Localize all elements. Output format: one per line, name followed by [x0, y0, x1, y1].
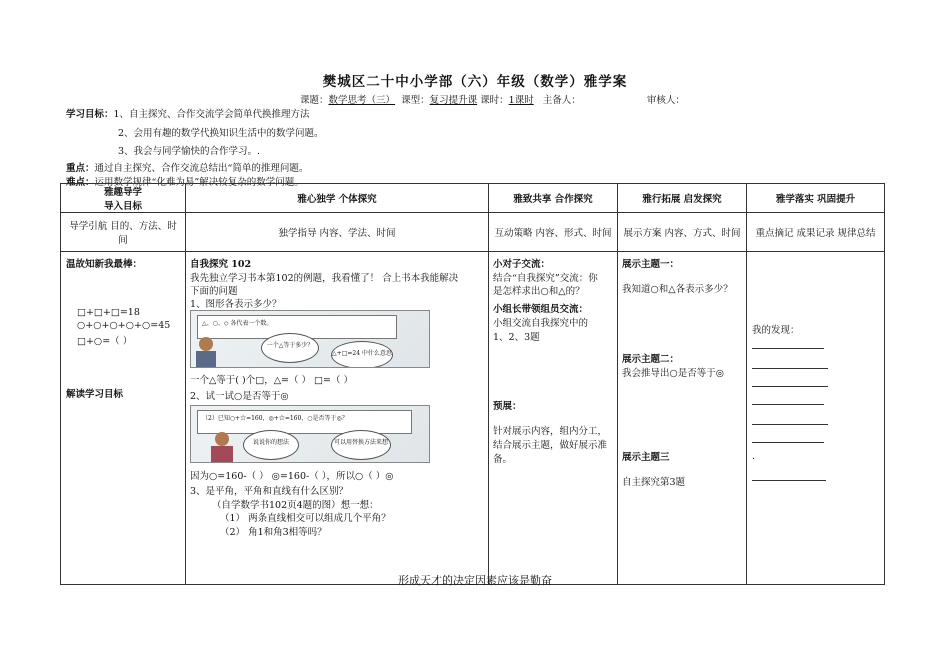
figure-1-prompt: △、○、◇ 各代表一个数。: [197, 315, 397, 339]
group-exchange-label: 小组长带领组员交流：: [493, 304, 589, 315]
question-3: 3、是平角，平角和直线有什么区别？: [190, 486, 349, 497]
textbook-figure-1: [190, 310, 430, 368]
header-col1: 雅趣导学 导入目标: [61, 184, 186, 213]
rehearse-label: 预展：: [493, 401, 522, 412]
topic-value: 数学思考（三）: [328, 95, 396, 106]
header-col3: 雅致共享 合作探究: [489, 184, 618, 213]
answer-line: [752, 348, 824, 349]
rehearse-text-3: 备。: [493, 454, 513, 465]
group-exchange-text-1: 小组交流自我探究中的: [493, 318, 589, 329]
textbook-figure-2: [190, 405, 430, 463]
goal-item-3: 3、我会与同学愉快的合作学习。.: [118, 146, 261, 157]
question-2-answer: 因为○=160-（ ） ◎=160-（ ），所以○（ ）◎: [190, 471, 394, 482]
header-col5: 雅学落实 巩固提升: [747, 184, 885, 213]
body-col2: [186, 252, 489, 585]
question-3-note: （自学数学书102页4题的图）想一想：: [212, 500, 379, 511]
theme-1-text: 我知道○和△各表示多少？: [622, 284, 733, 295]
preparer-label: 主备人：: [542, 95, 581, 106]
equation-1: □+□+□=18: [77, 307, 140, 318]
equation-2: ○+○+○+○+○=45: [77, 320, 171, 331]
answer-line: [752, 424, 828, 425]
discovery-label: 我的发现：: [752, 325, 800, 336]
answer-line: [752, 404, 824, 405]
answer-line: [752, 368, 828, 369]
subheader-col3: 互动策略 内容、形式、时间: [489, 213, 618, 252]
body-col1: [61, 252, 186, 585]
table-body-row: [61, 252, 885, 585]
table-header-row: [61, 184, 885, 213]
figure-1-bubble-2: △+□=24 中什么意思: [331, 341, 393, 368]
footer-motto: 形成天才的决定因素应该是勤奋: [398, 574, 552, 587]
question-1: 1、图形各表示多少？: [190, 299, 282, 310]
goals-line-1: [66, 106, 310, 120]
hours-value: 1课时: [508, 95, 534, 106]
key-point-text: 通过自主探究、合作交流总结出“简单的推理问题。: [94, 163, 309, 174]
theme-3-text: 自主探究第3题: [622, 477, 686, 488]
theme-2-label: 展示主题二：: [622, 354, 680, 365]
lesson-table: [60, 183, 885, 585]
subheader-col2: 独学指导 内容、学法、时间: [186, 213, 489, 252]
intro-line-2: 下面的问题: [190, 286, 238, 297]
read-goals-label: 解读学习目标: [66, 389, 124, 400]
subheader-col1: 导学引航 目的、方法、时间: [61, 213, 186, 252]
difficulty-label: 难点：: [66, 177, 95, 188]
goals-label: 学习目标：: [66, 109, 114, 120]
girl-figure: [211, 446, 233, 462]
hours-label: 课时：: [480, 95, 509, 106]
table-subheader-row: [61, 213, 885, 252]
figure-2-bubble-1: 说说你的想法: [243, 430, 299, 460]
girl-avatar: [215, 432, 229, 446]
pair-exchange-text-1: 结合“自我探究”交流：你: [493, 273, 598, 284]
answer-line: [752, 480, 826, 481]
header-col4: 雅行拓展 启发探究: [618, 184, 747, 213]
subheader-col5: 重点摘记 成果记录 规律总结: [747, 213, 885, 252]
self-explore-heading: 自我探究 102: [190, 259, 252, 270]
page-title: 樊城区二十中小学部（六）年级（数学）雅学案: [322, 74, 628, 90]
figure-2-prompt: （2）已知○+☆=160，◎+☆=160，○是否等于◎？: [197, 410, 412, 434]
type-label: 课型：: [401, 95, 430, 106]
type-value: 复习提升课: [429, 95, 478, 106]
goal-item-1: 1、自主探究、合作交流学会简单代换推理方法: [113, 109, 310, 120]
student-avatar: [199, 337, 213, 351]
pair-exchange-text-2: 是怎样求出○和△的？: [493, 286, 585, 297]
header-col2: 雅心独学 个体探究: [186, 184, 489, 213]
figure-2-bubble-2: 可以用替换方法来想: [331, 430, 391, 460]
rehearse-text-2: 结合展示主题，做好展示准: [493, 440, 608, 451]
question-3-b: （2） 角1和角3相等吗？: [220, 527, 327, 538]
theme-2-text: 我会推导出○是否等于◎: [622, 368, 725, 379]
question-1-answer: 一个△等于( )个□，△=（ ） □=（ ）: [190, 375, 353, 386]
subheader-col4: 展示方案 内容、方式、时间: [618, 213, 747, 252]
review-label: 温故知新我最棒：: [66, 259, 143, 270]
question-3-a: （1） 两条直线相交可以组成几个平角？: [220, 513, 391, 524]
body-col3: [489, 252, 618, 585]
answer-line: [752, 386, 828, 387]
pair-exchange-label: 小对子交流：: [493, 259, 551, 270]
reviewer-label: 审核人：: [646, 95, 685, 106]
theme-1-label: 展示主题一：: [622, 259, 680, 270]
figure-1-bubble-1: 一个△等于多少？: [261, 333, 319, 363]
intro-line-1: 我先独立学习书本第102的例题，我看懂了！ 合上书本我能解决: [190, 273, 459, 284]
equation-3: □+○=（ ）: [77, 336, 133, 347]
difficulty-text: 运用数学规律“化难为易”解决较复杂的数学问题。: [94, 177, 304, 188]
theme-3-label: 展示主题三: [622, 452, 670, 463]
key-point-label: 重点：: [66, 163, 95, 174]
student-figure: [196, 351, 216, 367]
trailing-dot: .: [752, 451, 756, 462]
key-point: [66, 160, 308, 174]
body-col5: [747, 252, 885, 585]
body-col4: [618, 252, 747, 585]
goal-item-2: 2、会用有趣的数学代换知识生活中的数学问题。: [118, 128, 324, 139]
question-2: 2、试一试○是否等于◎: [190, 391, 289, 402]
rehearse-text-1: 针对展示内容，组内分工，: [493, 426, 608, 437]
topic-label: 课题：: [300, 95, 329, 106]
group-exchange-text-2: 1、2、3题: [493, 332, 540, 343]
lesson-meta: [300, 92, 685, 106]
answer-line: [752, 442, 824, 443]
